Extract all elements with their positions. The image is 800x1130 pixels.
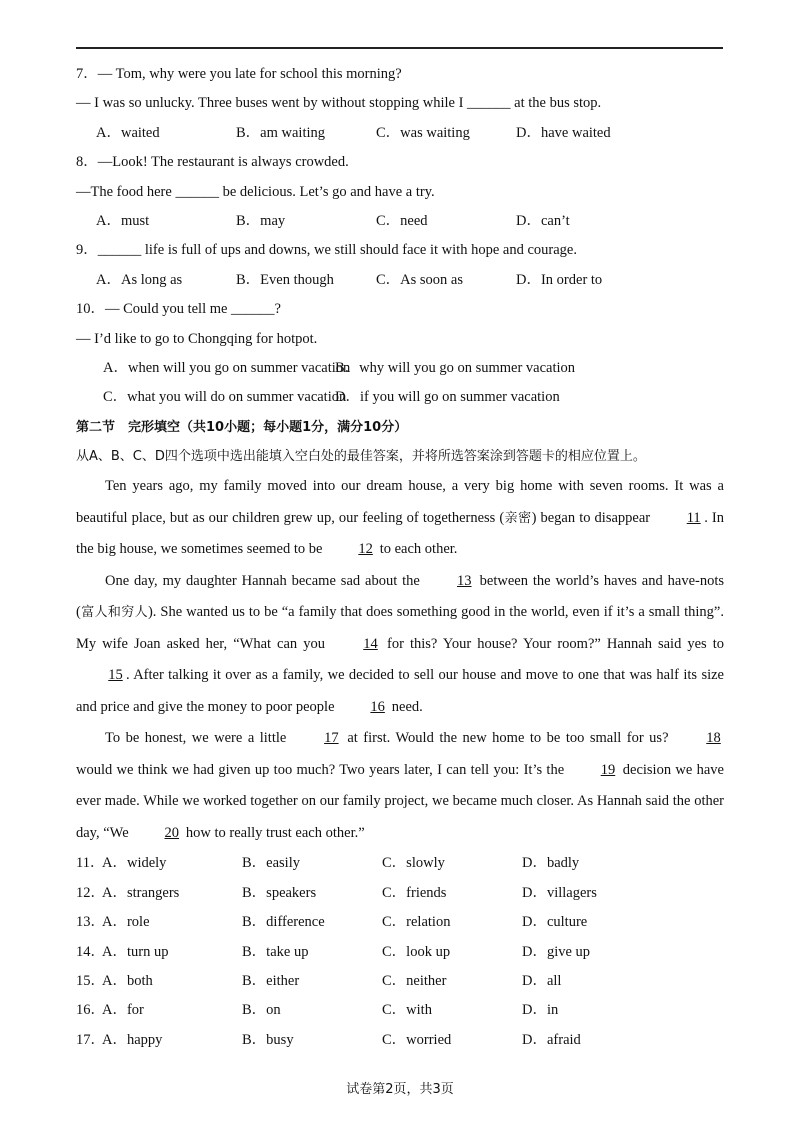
option-d[interactable]: D．In order to [516, 271, 603, 288]
question-10-reply: — I’d like to go to Chongqing for hotpot. [76, 330, 318, 347]
option-a[interactable]: A．widely [102, 855, 167, 872]
option-b[interactable]: B．either [242, 973, 300, 990]
option-d[interactable]: D．culture [522, 914, 588, 931]
option-c[interactable]: C．friends [382, 884, 447, 901]
passage-paragraph-1: Ten years ago, my family moved into our dream house, a very big home with seven rooms. It was a beautiful place, but as our children grew up, our feeling of togetherness (亲密) began to disappear 11 . In the big house, we sometimes seemed to be 12 to each other. [76, 471, 724, 566]
blank-19[interactable]: 19 [600, 761, 616, 778]
blank-20[interactable]: 20 [164, 824, 180, 841]
question-8-options [76, 207, 724, 236]
option-a[interactable]: A．strangers [102, 884, 180, 901]
option-d[interactable]: D．all [522, 973, 562, 990]
cloze-options-list [76, 849, 724, 1055]
cloze-question-row [76, 996, 724, 1025]
option-c[interactable]: C．look up [382, 943, 451, 960]
option-b[interactable]: B．may [236, 212, 286, 229]
option-b[interactable]: B．difference [242, 914, 325, 931]
option-a[interactable]: A．when will you go on summer vacation [103, 359, 351, 376]
option-d[interactable]: D．in [522, 1002, 559, 1019]
section-heading: 第二节 完形填空（共10小题；每小题1分，满分10分） [76, 419, 408, 435]
option-a[interactable]: A．both [102, 973, 153, 990]
option-a[interactable]: A．turn up [102, 943, 169, 960]
option-d[interactable]: D．can’t [516, 212, 570, 229]
question-8-reply: —The food here ______ be delicious. Let’s go and have a try. [76, 183, 435, 200]
blank-15[interactable]: 15 [108, 667, 123, 684]
question-10-options-row2 [76, 383, 724, 412]
question-9-stem: 9．______ life is full of ups and downs, we still should face it with hope and courage. [76, 242, 577, 259]
cloze-question-row [76, 938, 724, 967]
blank-18[interactable]: 18 [706, 730, 721, 747]
option-b[interactable]: B．am waiting [236, 124, 326, 141]
option-c[interactable]: C．slowly [382, 855, 445, 872]
option-b[interactable]: B．easily [242, 855, 300, 872]
option-b[interactable]: B．take up [242, 943, 309, 960]
blank-12[interactable]: 12 [358, 541, 373, 558]
cloze-question-row [76, 1026, 724, 1055]
option-a[interactable]: A．As long as [96, 271, 183, 288]
option-c[interactable]: C．As soon as [376, 271, 464, 288]
option-b[interactable]: B．on [242, 1002, 281, 1019]
question-10-options-row1 [76, 354, 724, 383]
option-d[interactable]: D．afraid [522, 1031, 581, 1048]
cloze-question-row [76, 908, 724, 937]
question-number: 17． [76, 1031, 105, 1048]
option-b[interactable]: B．Even though [236, 271, 334, 288]
option-d[interactable]: D．badly [522, 855, 580, 872]
blank-13[interactable]: 13 [457, 572, 472, 589]
blank-16[interactable]: 16 [370, 698, 385, 715]
section-instruction: 从A、B、C、D四个选项中选出能填入空白处的最佳答案，并将所选答案涂到答题卡的相应位置上。 [76, 449, 646, 465]
question-number: 13． [76, 914, 105, 931]
option-a[interactable]: A．waited [96, 124, 160, 141]
option-b[interactable]: B．speakers [242, 884, 317, 901]
question-number: 11． [76, 855, 105, 872]
question-10-stem: 10．— Could you tell me ______? [76, 301, 281, 318]
option-c[interactable]: C．was waiting [376, 124, 470, 141]
question-7-options [76, 119, 724, 148]
question-7-stem: 7．— Tom, why were you late for school this morning? [76, 66, 402, 82]
option-d[interactable]: D．have waited [516, 124, 611, 141]
option-b[interactable]: B．why will you go on summer vacation [335, 359, 576, 376]
question-number: 12． [76, 884, 105, 901]
blank-14[interactable]: 14 [363, 635, 378, 652]
blank-11[interactable]: 11 [686, 509, 701, 526]
option-a[interactable]: A．for [102, 1002, 144, 1019]
option-d[interactable]: D．villagers [522, 884, 597, 901]
option-a[interactable]: A．happy [102, 1031, 163, 1048]
option-c[interactable]: C．with [382, 1002, 432, 1019]
option-c[interactable]: C．relation [382, 914, 451, 931]
option-b[interactable]: B．busy [242, 1031, 294, 1048]
option-c[interactable]: C．need [376, 212, 428, 229]
option-a[interactable]: A．must [96, 212, 150, 229]
question-number: 16． [76, 1002, 105, 1019]
option-a[interactable]: A．role [102, 914, 150, 931]
question-8-stem: 8．—Look! The restaurant is always crowded. [76, 154, 349, 171]
page-footer: 试卷第2页，共3页 [346, 1082, 454, 1097]
option-c[interactable]: C．neither [382, 973, 447, 990]
question-7-reply: — I was so unlucky. Three buses went by without stopping while I ______ at the bus stop. [76, 95, 602, 112]
passage-paragraph-3: To be honest, we were a little 17 at first. Would the new home to be too small for us? 18 would we think we had given up too much? Two years later, I can tell you: It’s the 19 decision we have ever made. While we worked together on our family project, we became much closer. As Hannah said the other day, “We 20 how to really trust each other.” [76, 723, 724, 849]
option-d[interactable]: D．if you will go on summer vacation [335, 389, 560, 406]
option-d[interactable]: D．give up [522, 943, 591, 960]
option-c[interactable]: C．worried [382, 1031, 452, 1048]
question-9-options [76, 266, 724, 295]
option-c[interactable]: C．what you will do on summer vacation [103, 389, 347, 406]
cloze-question-row [76, 967, 724, 996]
header-rule [76, 47, 723, 49]
page-content [76, 60, 724, 1055]
cloze-question-row [76, 879, 724, 908]
cloze-question-row [76, 849, 724, 878]
passage-paragraph-2: One day, my daughter Hannah became sad about the 13 between the world’s haves and have-nots (富人和穷人). She wanted us to be “a family that does something good in the world, even if it’s a small thing”. My wife Joan asked her, “What can you 14 for this? Your house? Your room?” Hannah said yes to 15 . After talking it over as a family, we decided to sell our house and move to one that was half its size and price and give the money to poor people 16 need. [76, 566, 724, 724]
question-number: 14． [76, 943, 105, 960]
question-number: 15． [76, 973, 105, 990]
blank-17[interactable]: 17 [324, 730, 339, 747]
